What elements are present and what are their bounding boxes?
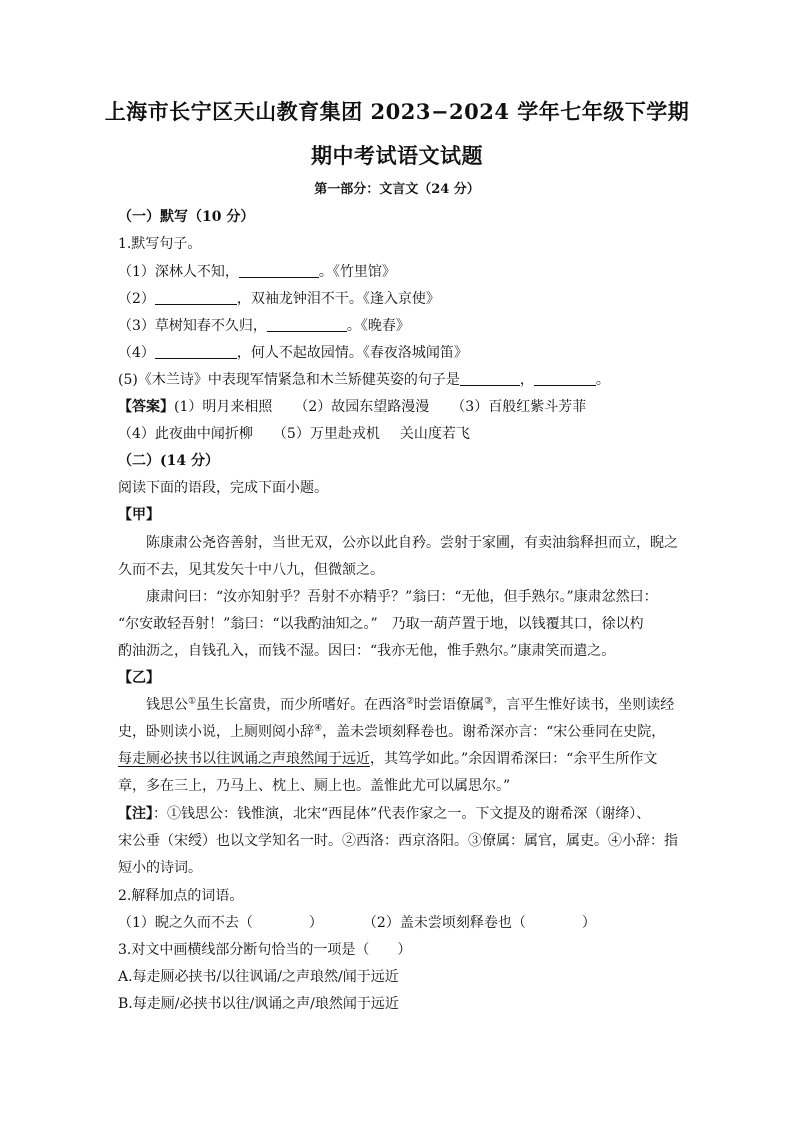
section-heading-1: （一）默写（10 分） <box>118 209 255 225</box>
fill-blank[interactable] <box>460 371 520 386</box>
answer-4: （4）此夜曲中闻折柳 <box>118 426 253 442</box>
q1-item-3-post: 。《晚春》 <box>346 318 410 334</box>
instruction: 阅读下面的语段，完成下面小题。 <box>118 480 328 496</box>
q1-item-2 <box>118 290 440 308</box>
q1-item-4-post: ，何人不起故园情。《春夜洛城闻笛》 <box>236 345 468 361</box>
jia-paragraph-1-line-1: 陈康肃公尧咨善射，当世无双，公亦以此自矜。尝射于家圃，有卖油翁释担而立，睨之 <box>146 535 678 551</box>
yi-text: 虽生长富贵，而少所嗜好。在西洛 <box>196 697 407 713</box>
q1-item-1 <box>118 263 396 281</box>
yi-text: ，其笃学如此。”余因谓希深曰：“余平生所作文 <box>370 751 658 767</box>
jia-label: 【甲】 <box>118 507 160 523</box>
question-3: 3.对文中画横线部分断句恰当的一项是（ ） <box>118 942 412 958</box>
jia-paragraph-2-line-2: “尔安敢轻吾射！”翁曰：“以我酌油知之。” 乃取一葫芦置于地，以钱覆其口，徐以杓 <box>118 616 644 632</box>
yi-text: 时尝语僚属 <box>414 697 485 713</box>
question-2: 2.解释加点的词语。 <box>118 888 244 904</box>
fill-blank[interactable] <box>267 317 347 332</box>
note-text: ：①钱思公：钱惟演，北宋“西昆体”代表作家之一。下文提及的谢希深（谢绛）、 <box>153 806 651 822</box>
q1-item-3 <box>118 317 410 335</box>
yi-line-4: 章，多在三上，乃马上、枕上、厕上也。盖惟此尤可以属思尔。” <box>118 778 511 794</box>
yi-text: 史，卧则读小说，上厕则阅小辞 <box>118 724 314 740</box>
answer-line-1 <box>118 398 586 416</box>
q1-item-3-pre: （3）草树知春不久归， <box>118 318 267 334</box>
yi-text: ，盖未尝顷刻释卷也。谢希深亦言：“宋公垂同在史院， <box>322 724 666 740</box>
fill-blank[interactable] <box>155 344 237 359</box>
note-line-2: 宋公垂（宋绶）也以文学知名一时。②西洛：西京洛阳。③僚属：属官，属吏。④小辞：指 <box>118 833 678 849</box>
q1-item-1-pre: （1）深林人不知， <box>118 264 239 280</box>
q1-item-5 <box>118 371 610 389</box>
yi-line-2 <box>118 723 665 741</box>
question-2-items <box>118 914 596 932</box>
answer-line-2 <box>118 425 470 443</box>
yi-text: 钱思公 <box>146 697 188 713</box>
underlined-passage: 每走厕必挟书以往讽诵之声琅然闻于远近 <box>118 751 370 767</box>
question-1: 1.默写句子。 <box>118 236 202 252</box>
q1-item-5-pre: (5)《木兰诗》中表现军情紧急和木兰矫健英姿的句子是 <box>118 372 460 388</box>
q1-item-4 <box>118 344 468 362</box>
question-2-item-1: （1）睨之久而不去（ ） <box>118 915 323 931</box>
footnote-mark: ① <box>188 696 197 707</box>
jia-paragraph-2-line-3: 酌油沥之，自钱孔入，而钱不湿。因曰：“我亦无他，惟手熟尔。”康肃笑而遣之。 <box>118 643 616 659</box>
answer-1: (1）明月来相照 <box>174 399 273 415</box>
q1-item-4-pre: （4） <box>118 345 155 361</box>
note-line-3: 短小的诗词。 <box>118 860 202 876</box>
note-line-1 <box>118 805 650 823</box>
footnote-mark: ② <box>406 696 415 707</box>
note-label: 【注】 <box>118 806 153 822</box>
q1-item-1-post: 。《竹里馆》 <box>318 264 396 280</box>
option-a[interactable]: A.每走厕必挟书/以往讽诵/之声琅然/闻于远近 <box>118 969 399 985</box>
footnote-mark: ④ <box>314 723 323 734</box>
question-2-item-2: （2）盖未尝顷刻释卷也（ ） <box>362 915 596 931</box>
answer-2: （2）故园东望路漫漫 <box>294 399 430 415</box>
fill-blank[interactable] <box>534 371 596 386</box>
q1-item-5-mid: ， <box>519 372 534 388</box>
yi-text: ，言平生惟好读书，坐则读经 <box>492 697 675 713</box>
q1-item-2-post: ，双袖龙钟泪不干。《逢入京使》 <box>236 291 440 307</box>
jia-paragraph-1-line-2: 久而不去，见其发矢十中八九，但微颔之。 <box>118 562 384 578</box>
jia-paragraph-2-line-1: 康肃问曰：“汝亦知射乎？吾射不亦精乎？”翁曰：“无他，但手熟尔。”康肃忿然曰： <box>146 589 658 605</box>
title-line-1: 上海市长宁区天山教育集团 2023−2024 学年七年级下学期 <box>104 99 690 124</box>
yi-line-1 <box>146 696 674 714</box>
answer-6: 关山度若飞 <box>399 426 470 442</box>
answer-label: 【答案】 <box>118 399 174 415</box>
part-heading: 第一部分：文言文（24 分） <box>314 182 480 197</box>
section-heading-2: （二）(14 分） <box>118 453 219 469</box>
answer-3: （3）百般红紫斗芳菲 <box>451 399 587 415</box>
yi-line-3 <box>118 750 657 768</box>
title-line-2: 期中考试语文试题 <box>311 143 483 168</box>
footnote-mark: ③ <box>484 696 493 707</box>
q1-item-2-pre: （2） <box>118 291 155 307</box>
answer-5: （5）万里赴戎机 <box>272 426 380 442</box>
fill-blank[interactable] <box>239 263 319 278</box>
fill-blank[interactable] <box>155 290 237 305</box>
q1-item-5-post: 。 <box>595 372 610 388</box>
option-b[interactable]: B.每走厕/必挟书以往/讽诵之声/琅然闻于远近 <box>118 996 399 1012</box>
yi-label: 【乙】 <box>118 670 160 686</box>
